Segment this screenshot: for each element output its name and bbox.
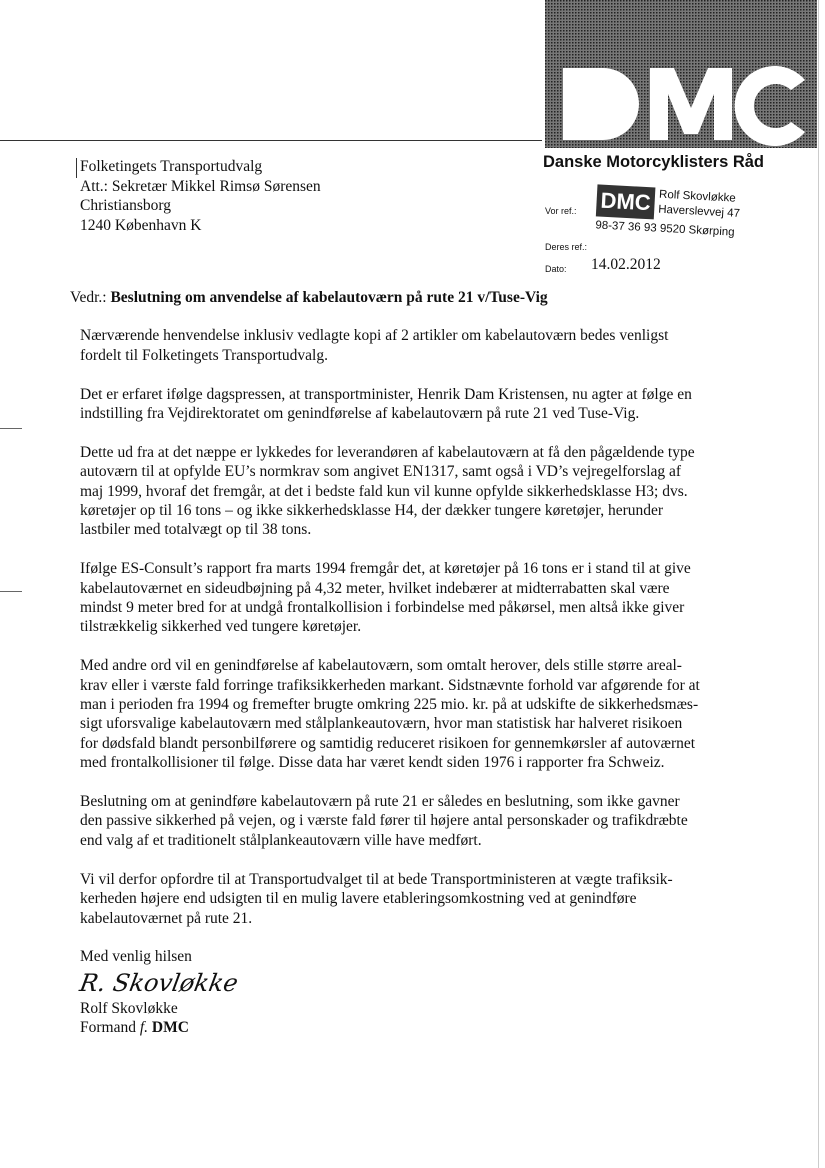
date-label: Dato: bbox=[545, 264, 567, 274]
paragraph-line: for dødsfald blandt personbilførere og samtidig reduceret risikoen for gennemkørsler af autoværnet bbox=[80, 734, 696, 752]
title-f: f. bbox=[139, 1019, 149, 1037]
paragraph-line: lastbiler med totalvægt op til 38 tons. bbox=[80, 521, 312, 539]
subject-line bbox=[70, 288, 780, 307]
paragraph-line: maj 1999, hvoraf det fremgår, at det i bedste fald kun vil kunne opfylde sikkerhedsklasse H3; dvs. bbox=[80, 482, 688, 500]
body-paragraph bbox=[80, 559, 780, 637]
paragraph-line: krav eller i værste fald forringe trafiksikkerheden markant. Sidstnævnte forhold var afgørende for at bbox=[80, 676, 700, 694]
letter-date: 14.02.2012 bbox=[591, 256, 661, 273]
signature-text: R. Skovløkke bbox=[77, 968, 241, 997]
paragraph-line: kabelautoværnet en sideudbøjning på 4,32 meter, hvilket indebærer at midterrabatten skal være bbox=[80, 579, 670, 597]
paragraph-line: indstilling fra Vejdirektoratet om genindførelse af kabelautoværn på rute 21 ved Tuse-Vig. bbox=[80, 405, 640, 423]
body-paragraph bbox=[80, 385, 780, 424]
paragraph-line: kabelautoværnet på rute 21. bbox=[80, 909, 253, 927]
recipient-line: Folketingets Transportudvalg bbox=[80, 158, 263, 175]
paragraph-line: med frontalkollisioner til følge. Disse data har været kendt siden 1976 i rapporter fra Schweiz. bbox=[80, 754, 665, 772]
paragraph-line: køretøjer op til 16 tons – og ikke sikkerhedsklasse H4, der dækker tungere køretøjer, herunder bbox=[80, 502, 664, 520]
paragraph-line: Med andre ord vil en genindførelse af kabelautoværn, som omtalt herover, dels stille større areal- bbox=[80, 657, 682, 675]
signature bbox=[77, 967, 783, 999]
paragraph-line: Beslutning om at genindføre kabelautoværn på rute 21 er således en beslutning, som ikke gavner bbox=[80, 793, 680, 811]
vor-ref-label: Vor ref.: bbox=[545, 206, 577, 216]
paragraph-line: Ifølge ES-Consult’s rapport fra marts 1994 fremgår det, at køretøjer på 16 tons er i stand til at give bbox=[80, 560, 691, 578]
paragraph-line: mindst 9 meter bred for at undgå frontalkollision i forbindelse med påkørsel, men altså ikke giver bbox=[80, 599, 685, 617]
scan-mark bbox=[0, 428, 22, 429]
recipient-line: Att.: Sekretær Mikkel Rimsø Sørensen bbox=[80, 177, 321, 195]
recipient-line: 1240 København K bbox=[80, 216, 202, 234]
paragraph-line: sigt uforsvalige kabelautoværn med stålplankeautoværn, hvor man statistisk har halveret risikoen bbox=[80, 715, 683, 733]
subject-prefix: Vedr.: bbox=[70, 289, 111, 306]
title-org: DMC bbox=[148, 1019, 189, 1037]
paragraph-line: den passive sikkerhed på vejen, og i værste fald fører til højere antal personskader og trafikdræbte bbox=[80, 812, 688, 830]
stamp-line: 98-37 36 93 9520 Skørping bbox=[595, 219, 735, 239]
paragraph-line: Det er erfaret ifølge dagspressen, at transportminister, Henrik Dam Kristensen, nu agter at følge en bbox=[80, 385, 692, 403]
paragraph-line: Vi vil derfor opfordre til at Transportudvalget til at bede Transportministeren at vægte trafiksik- bbox=[80, 870, 673, 888]
deres-ref-label: Deres ref.: bbox=[545, 242, 588, 252]
recipient-line: Christiansborg bbox=[80, 197, 171, 214]
stamp-line: Haverslevvej 47 bbox=[657, 203, 741, 220]
header-rule bbox=[0, 140, 542, 141]
paragraph-line: tilstrækkelig sikkerhed ved tungere køretøjer. bbox=[80, 618, 362, 636]
paragraph-line: Dette ud fra at det næppe er lykkedes for leverandøren af kabelautoværn at få den pågældende type bbox=[80, 443, 695, 461]
body-paragraph bbox=[80, 656, 780, 772]
body-paragraph bbox=[80, 443, 780, 540]
sender-stamp bbox=[595, 184, 811, 247]
paragraph-line: end valg af et traditionelt stålplankeautoværn ville have medført. bbox=[80, 831, 482, 849]
paragraph-line: man i perioden fra 1994 og fremefter brugte omkring 225 mio. kr. på at udskifte de sikkerhedsmæs- bbox=[80, 696, 699, 714]
organization-name: Danske Motorcyklisters Råd bbox=[543, 153, 765, 171]
signer-title bbox=[80, 1018, 780, 1037]
scan-mark bbox=[0, 591, 22, 592]
paragraph-line: kerheden højere end udsigten til en mulig lavere etableringsomkostning ved at genindføre bbox=[80, 890, 637, 908]
stamp-line: Rolf Skovløkke bbox=[658, 188, 736, 205]
paragraph-line: Nærværende henvendelse inklusiv vedlagte kopi af 2 artikler om kabelautoværn bedes venligst bbox=[80, 327, 669, 345]
letter-body bbox=[70, 288, 780, 1038]
body-paragraph bbox=[80, 792, 780, 850]
paragraph-line: fordelt til Folketingets Transportudvalg. bbox=[80, 346, 328, 364]
signer-name: Rolf Skovløkke bbox=[80, 999, 178, 1017]
body-paragraph bbox=[80, 870, 780, 928]
paragraph-line: autoværn til at opfylde EU’s normkrav som angivet EN1317, samt også i VD’s vejregelforslag af bbox=[80, 463, 682, 481]
subject-title: Beslutning om anvendelse af kabelautoværn på rute 21 v/Tuse-Vig bbox=[110, 289, 548, 306]
dmc-logo bbox=[545, 0, 817, 148]
recipient-address bbox=[80, 157, 321, 235]
closing-greeting: Med venlig hilsen bbox=[80, 948, 192, 966]
body-paragraph bbox=[80, 326, 780, 365]
scan-edge bbox=[818, 0, 819, 1168]
address-bracket bbox=[76, 158, 77, 178]
title-prefix: Formand bbox=[80, 1019, 140, 1037]
stamp-logo: DMC bbox=[596, 184, 656, 219]
